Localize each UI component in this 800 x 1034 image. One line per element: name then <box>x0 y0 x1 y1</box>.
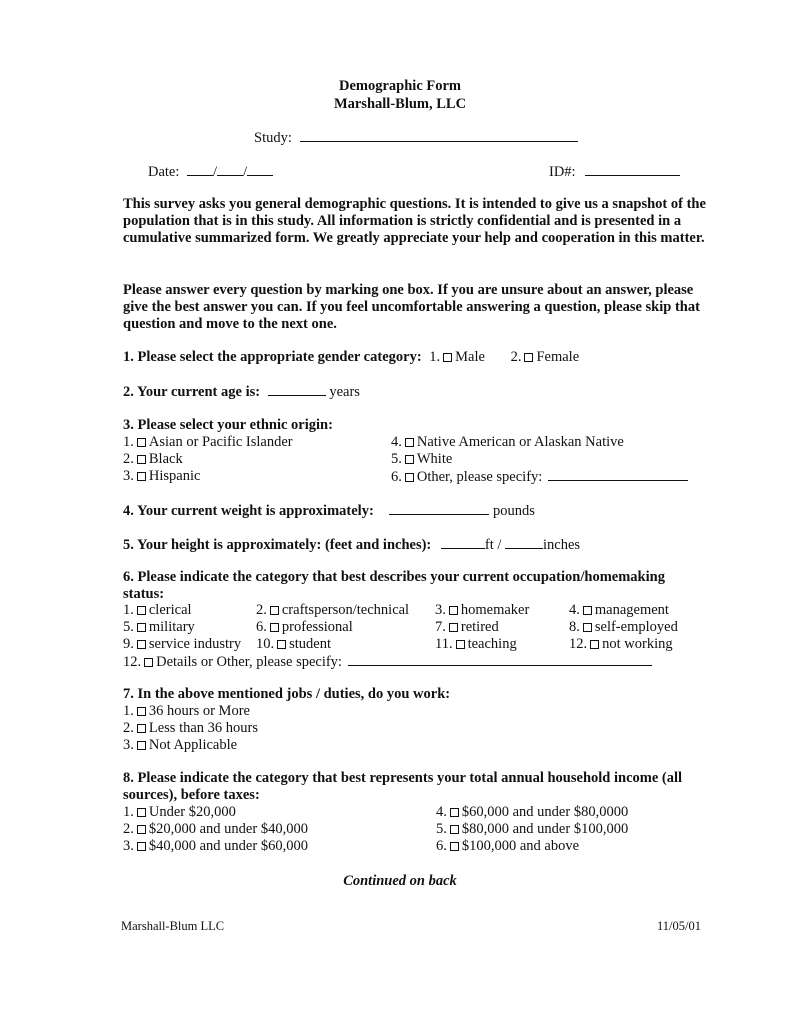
option-label: craftsperson/technical <box>281 602 410 618</box>
option-label: Under $20,000 <box>148 804 236 820</box>
option-label: management <box>594 602 669 618</box>
checkbox[interactable] <box>137 472 146 481</box>
checkbox[interactable] <box>137 455 146 464</box>
checkbox[interactable] <box>270 606 279 615</box>
checkbox[interactable] <box>137 825 146 834</box>
option-label: self-employed <box>594 619 678 635</box>
question-5-text: 5. Your height is approximately: (feet and inches): <box>123 537 432 553</box>
option-number: 2. <box>256 602 267 618</box>
option-number: 6. <box>436 838 447 854</box>
option-label: $100,000 and above <box>461 838 580 854</box>
question-3-text: 3. Please select your ethnic origin: <box>123 417 333 433</box>
checkbox[interactable] <box>137 640 146 649</box>
option-row <box>436 804 628 821</box>
checkbox[interactable] <box>450 808 459 817</box>
option-number: 12. <box>569 636 588 652</box>
checkbox[interactable] <box>450 825 459 834</box>
option-row <box>123 636 241 653</box>
id-field <box>549 163 680 181</box>
checkbox[interactable] <box>137 842 146 851</box>
option-label: Native American or Alaskan Native <box>416 434 624 450</box>
option-number: 1. <box>123 703 134 719</box>
study-input[interactable] <box>300 129 578 142</box>
option-number: 2. <box>123 821 134 837</box>
option-number: 1. <box>123 434 134 450</box>
option-number: 1. <box>123 804 134 820</box>
option-row <box>435 602 529 619</box>
option-row <box>436 821 628 838</box>
date-label: Date: <box>148 164 180 180</box>
option-row <box>123 619 195 636</box>
option-number: 2. <box>510 349 522 365</box>
option-row <box>123 720 258 737</box>
option-label: professional <box>281 619 353 635</box>
date-year-input[interactable] <box>247 163 273 176</box>
study-field <box>254 129 578 147</box>
id-label: ID#: <box>549 164 576 180</box>
question-7-text: 7. In the above mentioned jobs / duties, do you work: <box>123 686 451 702</box>
option-row <box>123 737 237 754</box>
footer-date: 11/05/01 <box>657 919 701 933</box>
question-8-text: 8. Please indicate the category that best represents your total annual household income (all <box>123 770 683 786</box>
inches-unit: inches <box>543 537 581 553</box>
footer-company: Marshall-Blum LLC <box>121 919 225 933</box>
option-number: 11. <box>435 636 453 652</box>
option-label: Not Applicable <box>148 737 238 753</box>
option-number: 6. <box>391 469 402 485</box>
option-row <box>123 703 250 720</box>
checkbox[interactable] <box>449 606 458 615</box>
checkbox[interactable] <box>137 741 146 750</box>
ethnic-other-input[interactable] <box>548 468 688 481</box>
option-female: Female <box>536 349 580 365</box>
option-row <box>391 434 624 451</box>
option-row <box>569 619 678 636</box>
option-number: 5. <box>391 451 402 467</box>
question-1-text: 1. Please select the appropriate gender category: <box>123 349 422 365</box>
option-label: Details or Other, please specify: <box>156 654 342 670</box>
option-number: 2. <box>123 451 134 467</box>
checkbox[interactable] <box>590 640 599 649</box>
option-number: 3. <box>123 468 134 484</box>
age-input[interactable] <box>268 383 326 396</box>
option-row <box>435 636 517 653</box>
option-number: 6. <box>256 619 267 635</box>
date-day-input[interactable] <box>217 163 243 176</box>
option-label: Black <box>148 451 183 467</box>
option-row <box>123 434 293 451</box>
date-separator: / <box>213 164 218 180</box>
form-title: Demographic Form <box>338 78 461 94</box>
option-label: homemaker <box>460 602 530 618</box>
option-label: Less than 36 hours <box>148 720 259 736</box>
option-label: White <box>416 451 453 467</box>
checkbox[interactable] <box>137 623 146 632</box>
option-row <box>123 653 652 671</box>
checkbox[interactable] <box>137 808 146 817</box>
checkbox[interactable] <box>456 640 465 649</box>
checkbox[interactable] <box>137 606 146 615</box>
option-male: Male <box>455 349 485 365</box>
option-row <box>435 619 499 636</box>
checkbox[interactable] <box>144 658 153 667</box>
option-number: 3. <box>123 737 134 753</box>
option-number: 10. <box>256 636 275 652</box>
occupation-other-input[interactable] <box>348 653 652 666</box>
option-row <box>256 636 331 653</box>
checkbox[interactable] <box>270 623 279 632</box>
option-label: Other, please specify: <box>416 469 543 485</box>
option-label: clerical <box>148 602 192 618</box>
checkbox[interactable] <box>450 842 459 851</box>
option-label: $80,000 and under $100,000 <box>461 821 629 837</box>
option-label: retired <box>460 619 499 635</box>
option-label: not working <box>602 636 673 652</box>
option-row <box>391 468 688 486</box>
option-number: 7. <box>435 619 446 635</box>
feet-unit: ft / <box>484 537 502 553</box>
question-8-text-cont: sources), before taxes: <box>123 787 260 803</box>
option-number: 9. <box>123 636 134 652</box>
option-row <box>123 821 308 838</box>
option-number: 3. <box>123 838 134 854</box>
continued-note: Continued on back <box>343 873 457 889</box>
checkbox[interactable] <box>137 707 146 716</box>
height-feet-input[interactable] <box>441 536 485 549</box>
study-label: Study: <box>254 130 292 146</box>
weight-unit: pounds <box>493 503 535 519</box>
id-input[interactable] <box>585 163 680 176</box>
checkbox[interactable] <box>443 353 452 362</box>
option-label: Asian or Pacific Islander <box>148 434 293 450</box>
question-4-text: 4. Your current weight is approximately: <box>123 503 374 519</box>
checkbox[interactable] <box>405 473 414 482</box>
option-number: 1. <box>123 602 134 618</box>
height-inches-input[interactable] <box>505 536 543 549</box>
question-2-text: 2. Your current age is: <box>123 384 261 400</box>
option-row <box>123 838 308 855</box>
question-1 <box>123 349 579 366</box>
option-label: 36 hours or More <box>148 703 250 719</box>
date-separator: / <box>243 164 248 180</box>
org-name: Marshall-Blum, LLC <box>333 96 467 112</box>
option-label: service industry <box>148 636 242 652</box>
option-label: student <box>289 636 332 652</box>
option-number: 5. <box>436 821 447 837</box>
checkbox[interactable] <box>405 455 414 464</box>
question-6-text-cont: status: <box>123 586 165 602</box>
option-row <box>123 451 183 468</box>
checkbox[interactable] <box>449 623 458 632</box>
question-4 <box>123 502 535 520</box>
option-row <box>123 602 192 619</box>
option-number: 4. <box>391 434 402 450</box>
option-label: Hispanic <box>148 468 201 484</box>
option-number: 4. <box>436 804 447 820</box>
option-number: 3. <box>435 602 446 618</box>
weight-input[interactable] <box>389 502 489 515</box>
checkbox[interactable] <box>277 640 286 649</box>
option-row <box>569 636 673 653</box>
option-number: 8. <box>569 619 580 635</box>
question-5 <box>123 536 580 554</box>
checkbox[interactable] <box>583 606 592 615</box>
option-label: military <box>148 619 195 635</box>
checkbox[interactable] <box>583 623 592 632</box>
instructions-paragraph: Please answer every question by marking one box. If you are unsure about an answer, please give the best answer you can. If you feel uncomfortable answering a question, please skip that question and move to the next one. <box>123 282 700 332</box>
option-label: $60,000 and under $80,0000 <box>461 804 629 820</box>
option-number: 12. <box>123 654 142 670</box>
option-row <box>391 451 452 468</box>
option-row <box>256 619 353 636</box>
date-field <box>148 163 273 181</box>
checkbox[interactable] <box>524 353 533 362</box>
option-number: 2. <box>123 720 134 736</box>
checkbox[interactable] <box>405 438 414 447</box>
option-row <box>123 804 236 821</box>
option-label: $40,000 and under $60,000 <box>148 838 308 854</box>
option-label: $20,000 and under $40,000 <box>148 821 308 837</box>
question-2 <box>123 383 360 401</box>
option-row <box>123 468 200 485</box>
option-row <box>436 838 579 855</box>
option-number: 1. <box>429 349 441 365</box>
date-month-input[interactable] <box>187 163 213 176</box>
option-label: teaching <box>467 636 517 652</box>
option-number: 5. <box>123 619 134 635</box>
option-row <box>256 602 409 619</box>
age-unit: years <box>329 384 360 400</box>
option-number: 4. <box>569 602 580 618</box>
intro-paragraph: This survey asks you general demographic questions. It is intended to give us a snapshot of the population that is in this study. All information is strictly confidential and is presented in a cumulative summarized form. We greatly appreciate your help and cooperation in this matter. <box>123 196 706 246</box>
option-row <box>569 602 669 619</box>
checkbox[interactable] <box>137 438 146 447</box>
question-6-text: 6. Please indicate the category that best describes your current occupation/homemaking <box>123 569 665 585</box>
checkbox[interactable] <box>137 724 146 733</box>
